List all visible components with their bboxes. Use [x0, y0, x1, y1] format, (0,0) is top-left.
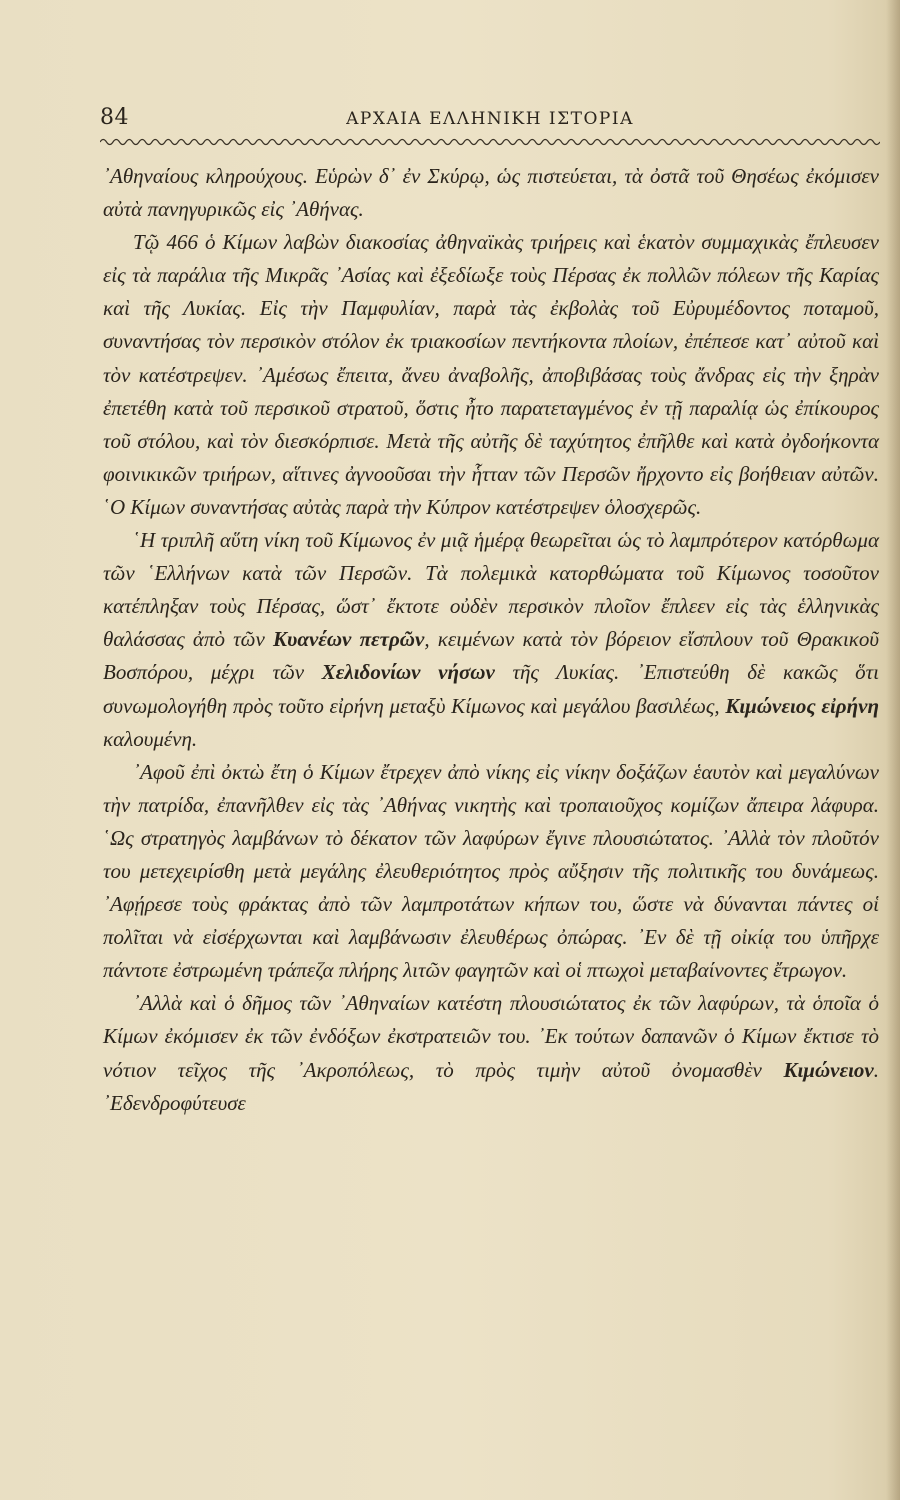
wavy-rule-ornament	[100, 136, 880, 148]
body-text	[103, 160, 879, 1120]
paragraph	[103, 226, 879, 524]
bold-term: Κυανέων πετρῶν	[273, 627, 425, 652]
text-run: ᾿Αφοῦ ἐπὶ ὀκτὼ ἔτη ὁ Κίμων ἔτρεχεν ἀπὸ νίκης εἰς νίκην δοξάζων ἑαυτὸν καὶ μεγαλύνων τὴν πατρίδα, ἐπανῆλθεν εἰς τὰς ᾿Αθήνας νικητὴς καὶ τροπαιοῦχος κομίζων ἄπειρα λάφυρα. ῾Ως στρατηγὸς λαμβάνων τὸ δέκατον τῶν λαφύρων ἔγινε πλουσιώτατος. ᾿Αλλὰ τὸν πλοῦτόν του μετεχειρίσθη μετὰ μεγάλης ἐλευθεριότητος πρὸς αὔξησιν τῆς πολιτικῆς του δυνάμεως. ᾿Αφῄρεσε τοὺς φράκτας ἀπὸ τῶν λαμπροτάτων κήπων του, ὥστε νὰ δύνανται πάντες οἱ πολῖται νὰ εἰσέρχωνται καὶ λαμβάνωσιν ἐλευθέρως ὀπώρας. ᾿Εν δὲ τῇ οἰκίᾳ του ὑπῆρχε πάντοτε ἐστρωμένη τράπεζα πλήρης λιτῶν φαγητῶν καὶ οἱ πτωχοὶ μεταβαίνοντες ἔτρωγον.	[103, 759, 879, 983]
running-title: ΑΡΧΑΙΑ ΕΛΛΗΝΙΚΗ ΙΣΤΟΡΙΑ	[346, 109, 634, 129]
bold-term: Χελιδονίων νήσων	[321, 660, 495, 685]
paragraph	[103, 756, 879, 988]
bold-term: Κιμώνειος εἰρήνη	[725, 693, 879, 718]
page-edge-shadow	[886, 0, 900, 1500]
text-run: ῾Η τριπλῆ αὕτη νίκη τοῦ Κίμωνος ἐν μιᾷ ἡμέρᾳ θεωρεῖται ὡς τὸ λαμπρότερον κατόρθωμα τῶν ῾Ελλήνων κατὰ τῶν Περσῶν. Τὰ πολεμικὰ κατορθώματα τοῦ Κίμωνος τοσοῦτον κατέπληξαν τοὺς Πέρσας, ὥστ᾿ ἔκτοτε οὐδὲν περσικὸν πλοῖον ἔπλεεν εἰς τὰς ἑλληνικὰς θαλάσσας ἀπὸ τῶν	[103, 528, 879, 652]
text-run: καλουμένη.	[103, 726, 198, 751]
page-number: 84	[100, 105, 129, 130]
paragraph	[103, 524, 879, 756]
text-run: τῆς Λυκίας. ᾿Επιστεύθη δὲ κακῶς ὅτι συνωμολογήθη πρὸς τοῦτο εἰρήνη μεταξὺ Κίμωνος καὶ μεγάλου βασιλέως,	[103, 660, 879, 718]
paragraph	[103, 987, 879, 1119]
page-header	[100, 105, 880, 135]
text-run: , κειμένων κατὰ τὸν βόρειον εἴσπλουν τοῦ Θρακικοῦ Βοσπόρου, μέχρι τῶν	[103, 627, 879, 685]
text-run: ᾿Αλλὰ καὶ ὁ δῆμος τῶν ᾿Αθηναίων κατέστη πλουσιώτατος ἐκ τῶν λαφύρων, τὰ ὁποῖα ὁ Κίμων ἐκόμισεν ἐκ τῶν ἐνδόξων ἐκστρατειῶν του. ᾿Εκ τούτων δαπανῶν ὁ Κίμων ἔκτισε τὸ νότιον τεῖχος τῆς ᾿Ακροπόλεως, τὸ πρὸς τιμὴν αὐτοῦ ὀνομασθὲν	[103, 991, 879, 1082]
paragraph	[103, 160, 879, 226]
text-run: Τῷ 466 ὁ Κίμων λαβὼν διακοσίας ἀθηναϊκὰς τριήρεις καὶ ἑκατὸν συμμαχικὰς ἔπλευσεν εἰς τὰ παράλια τῆς Μικρᾶς ᾿Ασίας καὶ ἐξεδίωξε τοὺς Πέρσας ἐκ πολλῶν πόλεων τῆς Καρίας καὶ τῆς Λυκίας. Εἰς τὴν Παμφυλίαν, παρὰ τὰς ἐκβολὰς τοῦ Εὐρυμέδοντος ποταμοῦ, συναντήσας τὸν περσικὸν στόλον ἐκ τριακοσίων πεντήκοντα πλοίων, ἐπέπεσε κατ᾿ αὐτοῦ καὶ τὸν κατέστρεψεν. ᾿Αμέσως ἔπειτα, ἄνευ ἀναβολῆς, ἀποβιβάσας τοὺς ἄνδρας εἰς τὴν ξηρὰν ἐπετέθη κατὰ τοῦ περσικοῦ στρατοῦ, ὅστις ἦτο παρατεταγμένος ἐν τῇ παραλίᾳ ὡς ἐπίκουρος τοῦ στόλου, καὶ τὸν διεσκόρπισε. Μετὰ τῆς αὐτῆς δὲ ταχύτητος ἐπῆλθε καὶ κατὰ ὀγδοήκοντα φοινικικῶν τριήρων, αἵτινες ἀγνοοῦσαι τὴν ἧτταν τῶν Περσῶν ἤρχοντο εἰς βοήθειαν αὐτῶν. ῾Ο Κίμων συναντήσας αὐτὰς παρὰ τὴν Κύπρον κατέστρεψεν ὁλοσχερῶς.	[103, 230, 879, 519]
text-run: . ᾿Εδενδροφύτευσε	[103, 1057, 879, 1115]
bold-term: Κιμώνειον	[783, 1057, 874, 1082]
text-run: ᾿Αθηναίους κληρούχους. Εὑρὼν δ᾿ ἐν Σκύρῳ, ὡς πιστεύεται, τὰ ὀστᾶ τοῦ Θησέως ἐκόμισεν αὐτὰ πανηγυρικῶς εἰς ᾿Αθήνας.	[103, 164, 879, 222]
